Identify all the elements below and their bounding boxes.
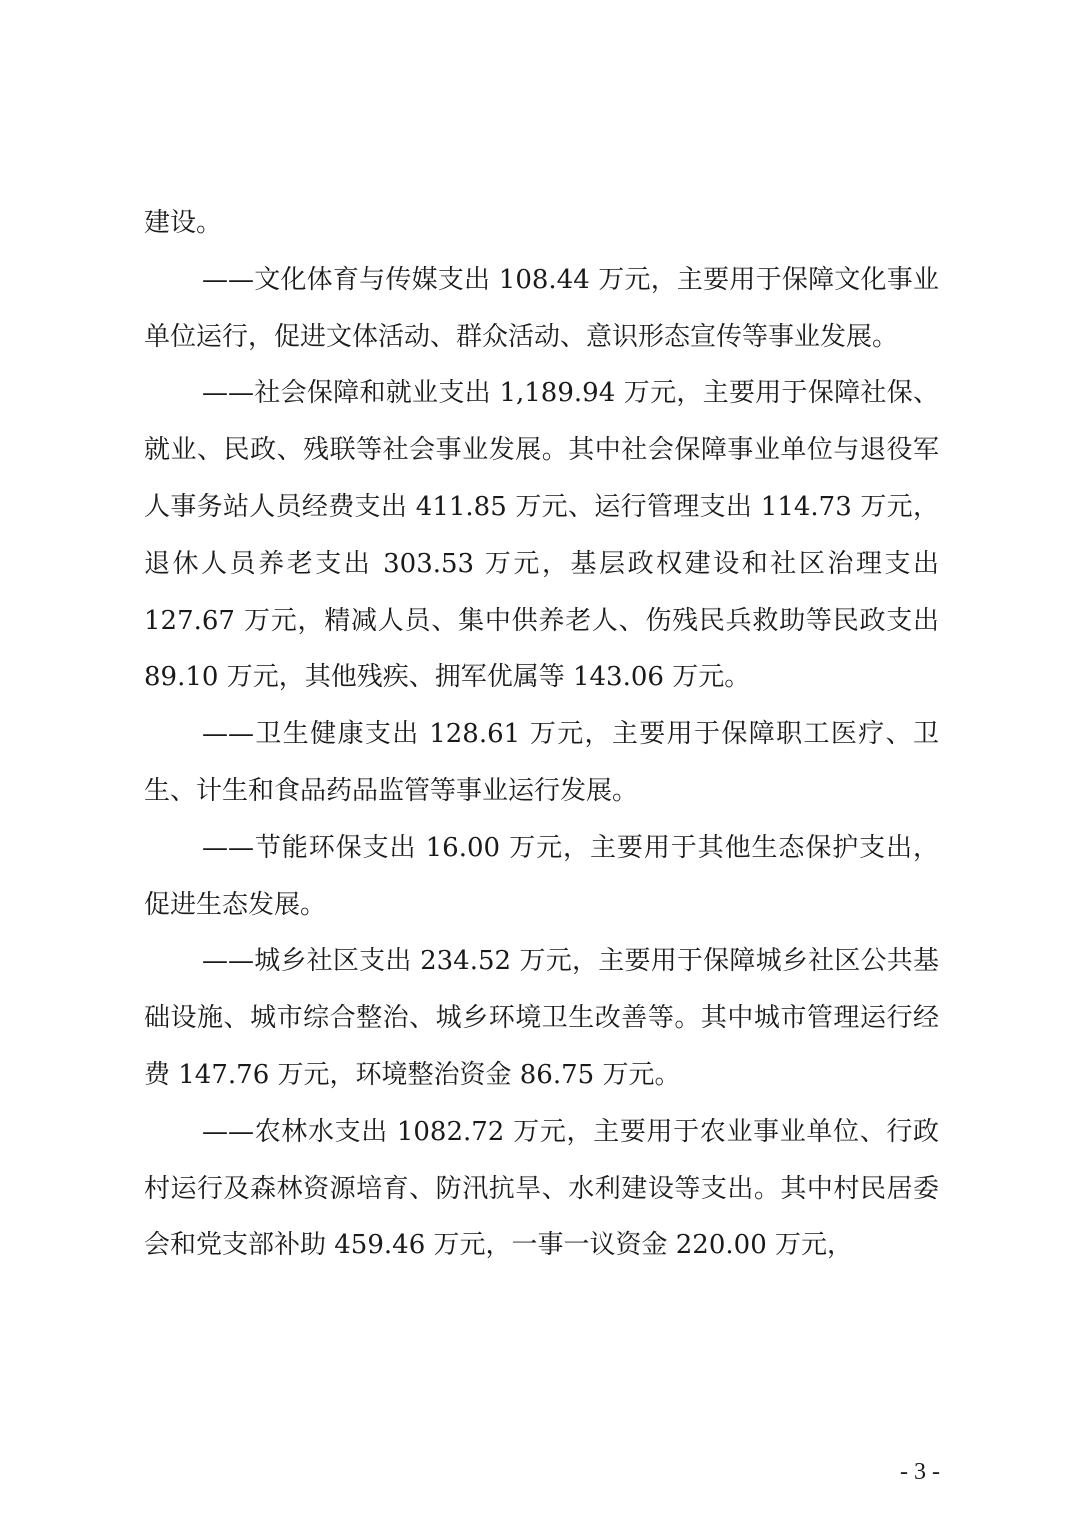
page-number: - 3 - [900, 1459, 940, 1485]
paragraph-environment: ——节能环保支出 16.00 万元，主要用于其他生态保护支出，促进生态发展。 [144, 832, 939, 920]
paragraph-urban-rural: ——城乡社区支出 234.52 万元，主要用于保障城乡社区公共基础设施、城市综合整治、城乡环境卫生改善等。其中城市管理运行经费 147.76 万元，环境整治资金 86.75 万元。 [144, 946, 939, 1090]
paragraph-agriculture: ——农林水支出 1082.72 万元，主要用于农业事业单位、行政村运行及森林资源培育、防汛抗旱、水利建设等支出。其中村民居委会和党支部补助 459.46 万元，一事一议资金 220.00 万元， [144, 1116, 939, 1261]
body-text [144, 195, 939, 1274]
paragraph-social-security: ——社会保障和就业支出 1,189.94 万元，主要用于保障社保、就业、民政、残联等社会事业发展。其中社会保障事业单位与退役军人事务站人员经费支出 411.85 万元、运行管理支出 114.73 万元，退休人员养老支出 303.53 万元，基层政权建设和社区治理支出 127.67 万元，精减人员、集中供养老人、伤残民兵救助等民政支出 89.10 万元，其他残疾、拥军优属等 143.06 万元。 [144, 378, 939, 693]
paragraph-health: ——卫生健康支出 128.61 万元，主要用于保障职工医疗、卫生、计生和食品药品监管等事业运行发展。 [144, 719, 939, 806]
paragraph: 建设。 [144, 208, 223, 238]
paragraph-culture-sports-media: ——文化体育与传媒支出 108.44 万元，主要用于保障文化事业单位运行，促进文体活动、群众活动、意识形态宣传等事业发展。 [144, 264, 939, 352]
